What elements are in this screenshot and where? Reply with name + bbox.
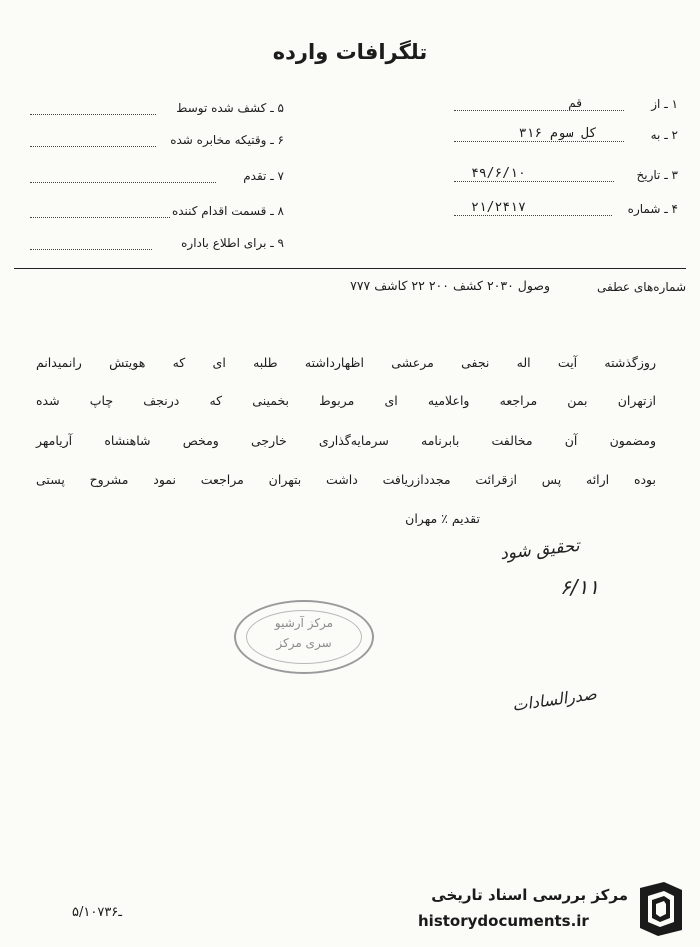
field-from-label: ۱ ـ از [651,97,678,111]
field-transmitted-time: ۶ ـ وقتیکه مخابره شده [170,133,284,147]
field-to-line [454,141,624,142]
document-number: ۵/۱۰۷ـ۳۶ [72,905,123,920]
field-number-line [454,215,612,216]
field-transmitted-time-line [30,146,156,147]
handwritten-date: ۶/۱۱ [560,575,599,599]
reference-value: وصول ۲۰۳۰ کشف ۲۰۰ ۲۲ کاشف ۷۷۷ [350,278,550,293]
body-line: بوده ارائه پس ازقرائت مجددازریافت داشت بتهران مراجعت نمود مشروح پستی [36,472,656,487]
field-from-line [454,110,624,111]
field-number-value: ۲۱/۲۴۱۷ [468,200,529,215]
reference-label: شماره‌های عطفی [597,280,686,294]
stamp-line2: سری مرکز [276,636,332,650]
field-date-value: ۴۹/۶/۱۰ [468,166,529,181]
field-action-section: ۸ ـ قسمت اقدام کننده [171,204,284,218]
stamp-line1: مرکز آرشیو [274,616,334,630]
signature: صدرالسادات [511,684,598,715]
field-for-info-line [30,249,152,250]
field-to-value: کل سوم ۳۱۶ [516,126,600,141]
handwritten-note: تحقیق شود [499,535,581,565]
field-to-label: ۲ ـ به [650,128,678,142]
field-priority: ۷ ـ تقدم [243,169,284,183]
archive-stamp [234,600,374,674]
document-title: تلگرافات وارده [272,40,428,64]
body-line: روزگذشته آیت اله نجفی مرعشی اظهارداشته طلبه ای که هویتش رانمیدانم [36,355,656,370]
archive-logo-icon [634,880,688,938]
field-priority-line [30,182,216,183]
field-date-line [454,181,614,182]
watermark-url: historydocuments.ir [418,912,589,930]
body-signoff: تقدیم ٪ مهران [405,511,480,526]
body-line: ومضمون آن مخالفت بابرنامه سرمایه‌گذاری خارجی ومخص شاهنشاه آریامهر [36,433,656,448]
field-action-section-line [30,217,170,218]
watermark-name: مرکز بررسی اسناد تاریخی [431,886,628,904]
field-number-label: ۴ ـ شماره [627,202,678,216]
field-date-label: ۳ ـ تاریخ [636,168,678,182]
body-line: ازتهران بمن مراجعه واعلامیه ای مربوط بخمینی که درنجف چاپ شده [36,393,656,408]
header-divider [14,268,686,269]
field-from-value: قم [565,96,585,110]
field-for-info: ۹ ـ برای اطلاع باداره [181,236,284,250]
field-decoded-by-line [30,114,156,115]
field-decoded-by: ۵ ـ کشف شده توسط [176,101,284,115]
